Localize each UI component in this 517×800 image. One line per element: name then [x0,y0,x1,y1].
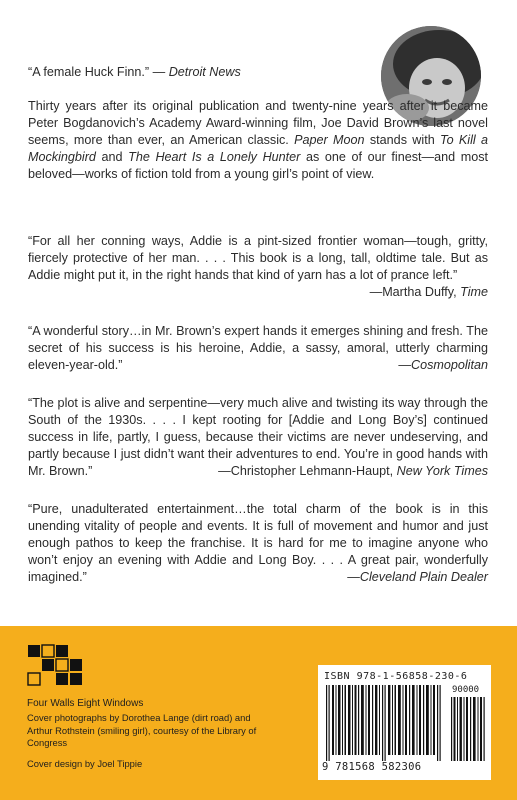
review-4-author: — [347,570,360,584]
review-3-text: “The plot is alive and serpentine—very much alive and twisting its way through the South of the 1930s. . . . I kept rooting for [Addie and Long Boy’s] continued success in life, partly, I guess, because their victims are never undeserving, and partly because I just didn’t want their adventures to end. You’re in good hands with Mr. Brown.” [28,396,488,478]
intro-title-paper-moon: Paper Moon [294,133,365,147]
review-4 [28,501,488,586]
review-3-publication: New York Times [396,464,488,478]
intro-text-3: and [95,150,129,164]
review-2-publication: Cosmopolitan [410,358,488,372]
price-code: 90000 [452,685,480,695]
review-1-author: —Martha Duffy, [369,285,461,299]
review-3-author: —Christopher Lehmann-Haupt, [218,464,397,478]
design-credit: Cover design by Joel Tippie [27,758,143,769]
review-1-text: “For all her conning ways, Addie is a pint-sized frontier woman—tough, gritty, fiercely protective of her man. . . . This book is a long, tall, oldtime tale. But as Addie might put it, in the right hands that kind of yarn has a lot of prance left.” [28,234,488,282]
isbn-number: ISBN 978-1-56858-230-6 [324,671,468,682]
intro-text-1: Thirty years after its original publication and twenty-nine years after it became Peter Bogdanovich’s Academy Award-winning film, Joe David Brown’s last novel seems, more than ever, an American classic. [28,99,488,147]
isbn-barcode [318,665,491,780]
review-2-text: “A wonderful story…in Mr. Brown’s expert hands it emerges shining and fresh. The secret of his success is his heroine, Addie, a sassy, amoral, utterly charming eleven-year-old.” [28,324,488,372]
review-3-attribution [28,463,488,480]
review-1 [28,233,488,301]
publisher-name: Four Walls Eight Windows [27,698,144,709]
review-2-author: — [398,358,411,372]
review-4-publication: Cleveland Plain Dealer [359,570,488,584]
intro-title-mockingbird: To Kill a Mockingbird [28,133,489,164]
review-1-publication: Time [460,285,488,299]
lead-quote [28,64,488,81]
review-4-attribution [28,569,488,586]
intro-title-lonely-hunter: The Heart Is a Lonely Hunter [128,150,301,164]
lead-quote-text: “A female Huck Finn.” — [28,65,166,79]
review-3 [28,395,488,480]
publisher-logo-icon [27,644,83,690]
review-1-attribution [28,284,488,301]
intro-text-4: as one of our finest—and most beloved—works of fiction told from a young girl’s point of view. [28,150,489,181]
photo-credits: Cover photographs by Dorothea Lange (dirt road) and Arthur Rothstein (smiling girl), courtesy of the Library of Congress [27,712,257,749]
review-2 [28,323,488,374]
barcode-bars-icon [324,685,446,761]
addon-barcode-bars-icon [450,697,486,763]
review-4-text: “Pure, unadulterated entertainment…the total charm of the book is in this unending vitality of people and events. It is full of movement and humor and just enough pathos to keep the franchise. It is hard for me to imagine anyone who won’t enjoy an evening with Addie and Long Boy. . . . A great pair, wonderfully imagined.” [28,502,488,584]
intro-text-2: stands with [364,133,441,147]
barcode-digits: 9 781568 582306 [322,761,422,773]
intro-block [28,64,488,183]
lead-quote-source: Detroit News [168,65,241,79]
intro-paragraph [28,98,488,183]
